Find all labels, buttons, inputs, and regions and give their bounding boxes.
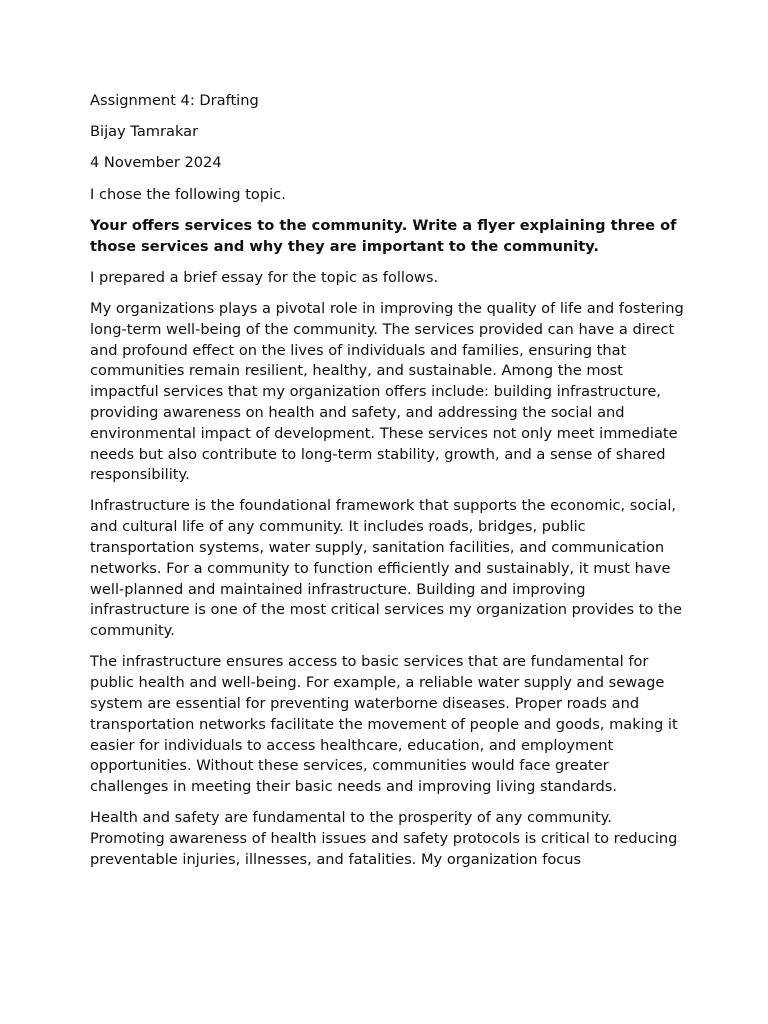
topic-prompt: Your offers services to the community. Write a flyer explaining three of those services and why they are important to the community.: [90, 216, 677, 255]
document-page: [90, 91, 684, 881]
intro-line: I chose the following topic.: [90, 185, 286, 203]
essay-intro: I prepared a brief essay for the topic as follows.: [90, 268, 439, 286]
essay-paragraph-1: My organizations plays a pivotal role in improving the quality of life and fostering long-term well-being of the community. The services provided can have a direct and profound effect on the lives of individuals and families, ensuring that communities remain resilient, healthy, and sustainable. Among the most impactful services that my organization offers include: building infrastructure, providing awareness on health and safety, and addressing the social and environmental impact of development. These services not only meet immediate needs but also contribute to long-term stability, growth, and a sense of shared responsibility.: [90, 299, 684, 484]
essay-paragraph-3: The infrastructure ensures access to basic services that are fundamental for public health and well-being. For example, a reliable water supply and sewage system are essential for preventing waterborne diseases. Proper roads and transportation networks facilitate the movement of people and goods, making it easier for individuals to access healthcare, education, and employment opportunities. Without these services, communities would face greater challenges in meeting their basic needs and improving living standards.: [90, 653, 678, 796]
assignment-title: Assignment 4: Drafting: [90, 92, 259, 109]
document-date: 4 November 2024: [90, 154, 222, 172]
author-name: Bijay Tamrakar: [90, 123, 199, 141]
essay-paragraph-4: Health and safety are fundamental to the prosperity of any community. Promoting awareness of health issues and safety protocols is critical to reducing preventable injuries, illnesses, and fatalities. My organization focus: [90, 809, 678, 869]
essay-paragraph-2: Infrastructure is the foundational framework that supports the economic, social, and cultural life of any community. It includes roads, bridges, public transportation systems, water supply, sanitation facilities, and communication networks. For a community to function efficiently and sustainably, it must have well-planned and maintained infrastructure. Building and improving infrastructure is one of the most critical services my organization provides to the community.: [90, 497, 682, 640]
